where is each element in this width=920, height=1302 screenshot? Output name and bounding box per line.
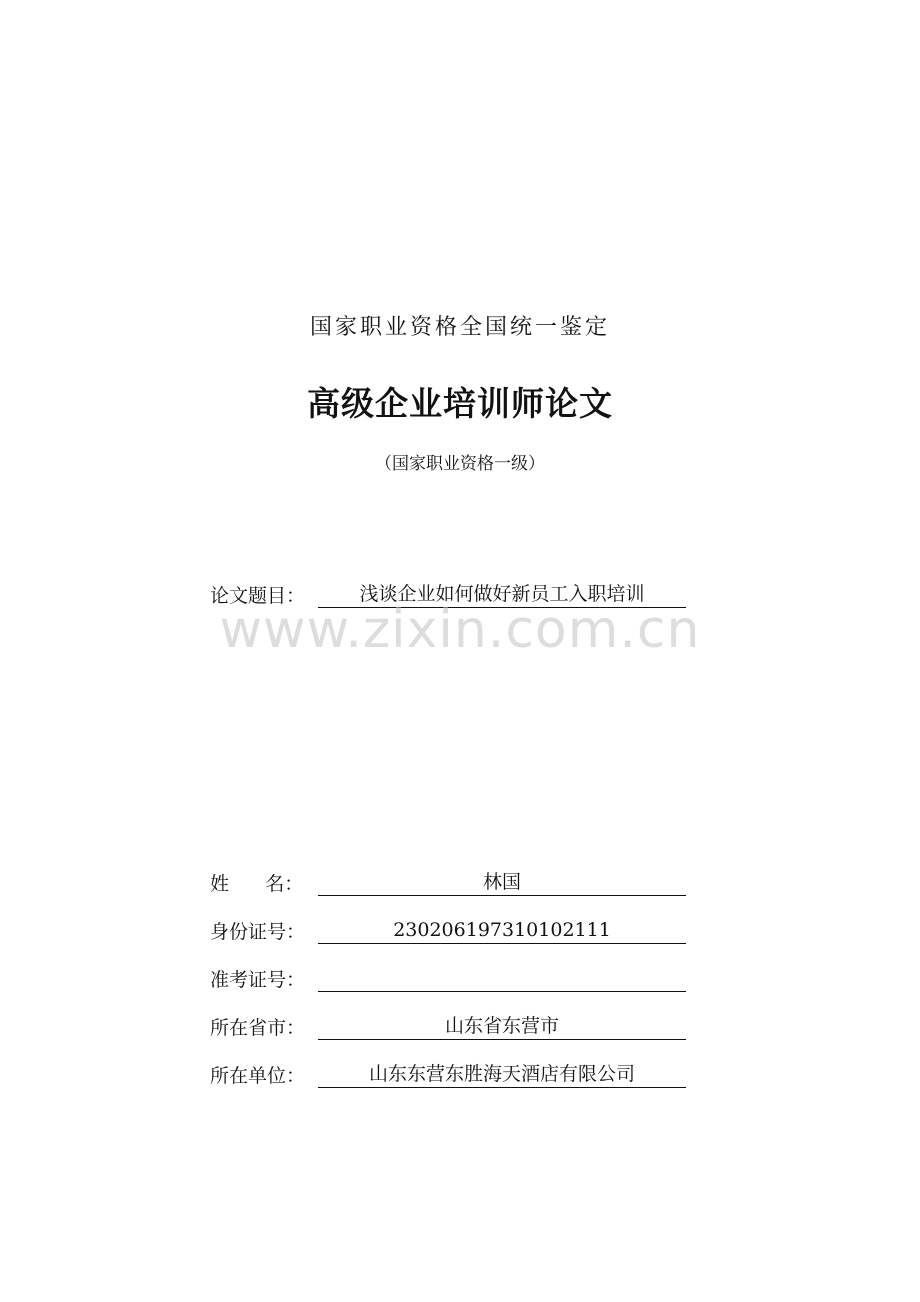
employer-label: 所在单位：: [210, 1065, 306, 1087]
name-label: 姓 名：: [210, 873, 304, 895]
thesis-topic-label: 论文题目：: [210, 585, 306, 607]
name-value: 林国: [318, 870, 686, 896]
province-city-label: 所在省市：: [210, 1017, 306, 1039]
province-city-row: [210, 1010, 686, 1040]
page-title: 高级企业培训师论文: [307, 384, 613, 423]
thesis-topic-value: 浅谈企业如何做好新员工入职培训: [318, 582, 686, 608]
province-city-value: 山东省东营市: [318, 1014, 686, 1040]
employer-row: [210, 1058, 686, 1088]
id-number-value: 230206197310102111: [318, 918, 686, 944]
admission-number-row: [210, 962, 686, 992]
employer-value: 山东东营东胜海天酒店有限公司: [318, 1062, 686, 1088]
id-number-row: [210, 914, 686, 944]
watermark: www.zixin.com.cn: [219, 600, 701, 660]
admission-number-label: 准考证号：: [210, 969, 306, 991]
name-row: [210, 866, 686, 896]
id-number-label: 身份证号：: [210, 921, 306, 943]
qualification-level: （国家职业资格一级）: [375, 454, 545, 474]
admission-number-value: [318, 990, 686, 992]
exam-line: 国家职业资格全国统一鉴定: [309, 315, 610, 340]
